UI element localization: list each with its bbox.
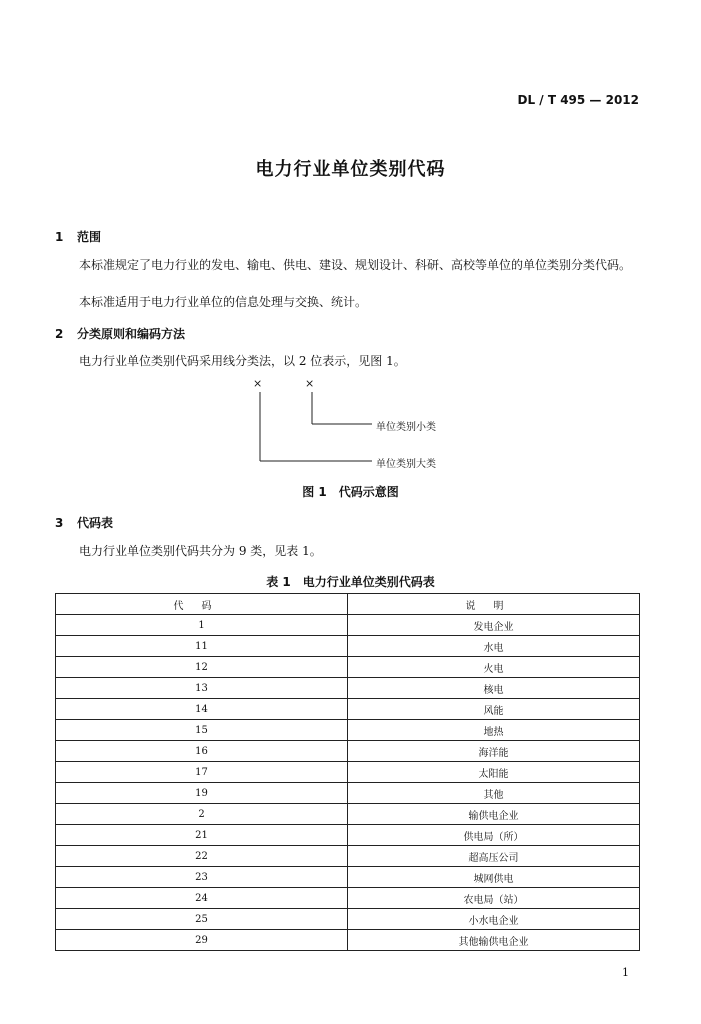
label-major-category: 单位类别大类 (376, 459, 436, 470)
cell-code: 13 (56, 678, 348, 699)
section-3-paragraph-1: 电力行业单位类别代码共分为 9 类，见表 1。 (79, 544, 322, 558)
table-row (56, 657, 640, 678)
cell-description: 发电企业 (348, 615, 640, 636)
section-title: 分类原则和编码方法 (77, 327, 186, 341)
cell-description: 水电 (348, 636, 640, 657)
table-row (56, 867, 640, 888)
section-2-paragraph-1: 电力行业单位类别代码采用线分类法，以 2 位表示，见图 1。 (79, 354, 406, 368)
table-row (56, 678, 640, 699)
code-digit-2-mark: × (305, 377, 315, 390)
cell-code: 2 (56, 804, 348, 825)
table-header-row (56, 594, 640, 615)
cell-code: 14 (56, 699, 348, 720)
cell-description: 其他输供电企业 (348, 930, 640, 951)
section-number: 3 (55, 516, 64, 530)
section-number: 1 (55, 230, 64, 244)
table-row (56, 846, 640, 867)
table-row (56, 888, 640, 909)
table-row (56, 930, 640, 951)
cell-description: 地热 (348, 720, 640, 741)
code-diagram-lines (0, 0, 701, 480)
cell-description: 太阳能 (348, 762, 640, 783)
cell-description: 火电 (348, 657, 640, 678)
cell-code: 25 (56, 909, 348, 930)
cell-description: 核电 (348, 678, 640, 699)
document-title: 电力行业单位类别代码 (255, 159, 446, 180)
section-1-paragraph-2: 本标准适用于电力行业单位的信息处理与交换、统计。 (79, 295, 368, 309)
section-title: 代码表 (77, 516, 114, 530)
unit-category-code-table (55, 593, 640, 951)
cell-code: 21 (56, 825, 348, 846)
cell-code: 11 (56, 636, 348, 657)
cell-code: 29 (56, 930, 348, 951)
table-row (56, 741, 640, 762)
page-number: 1 (622, 966, 629, 979)
table-row (56, 615, 640, 636)
cell-description: 小水电企业 (348, 909, 640, 930)
table-row (56, 804, 640, 825)
cell-code: 19 (56, 783, 348, 804)
label-minor-category: 单位类别小类 (376, 422, 436, 433)
cell-code: 1 (56, 615, 348, 636)
table-row (56, 636, 640, 657)
table-row (56, 720, 640, 741)
cell-code: 16 (56, 741, 348, 762)
cell-description: 海洋能 (348, 741, 640, 762)
table-row (56, 699, 640, 720)
column-header-code: 代码 (56, 594, 348, 615)
cell-description: 输供电企业 (348, 804, 640, 825)
cell-description: 供电局（所） (348, 825, 640, 846)
section-number: 2 (55, 327, 64, 341)
code-digit-1-mark: × (253, 377, 263, 390)
cell-description: 城网供电 (348, 867, 640, 888)
standard-code: DL / T 495 — 2012 (517, 93, 639, 107)
table-body (56, 615, 640, 951)
cell-description: 风能 (348, 699, 640, 720)
table-row (56, 762, 640, 783)
cell-code: 24 (56, 888, 348, 909)
figure-caption: 图 1 代码示意图 (302, 485, 399, 499)
table-row (56, 909, 640, 930)
cell-code: 12 (56, 657, 348, 678)
table-row (56, 783, 640, 804)
column-header-description: 说明 (348, 594, 640, 615)
table-caption: 表 1 电力行业单位类别代码表 (266, 575, 435, 589)
cell-code: 15 (56, 720, 348, 741)
section-1-paragraph-1: 本标准规定了电力行业的发电、输电、供电、建设、规划设计、科研、高校等单位的单位类别分类代码。 (79, 258, 632, 272)
cell-description: 农电局（站） (348, 888, 640, 909)
cell-description: 超高压公司 (348, 846, 640, 867)
section-3-heading (55, 514, 113, 531)
cell-code: 17 (56, 762, 348, 783)
section-title: 范围 (77, 230, 102, 244)
cell-description: 其他 (348, 783, 640, 804)
cell-code: 23 (56, 867, 348, 888)
table-row (56, 825, 640, 846)
cell-code: 22 (56, 846, 348, 867)
